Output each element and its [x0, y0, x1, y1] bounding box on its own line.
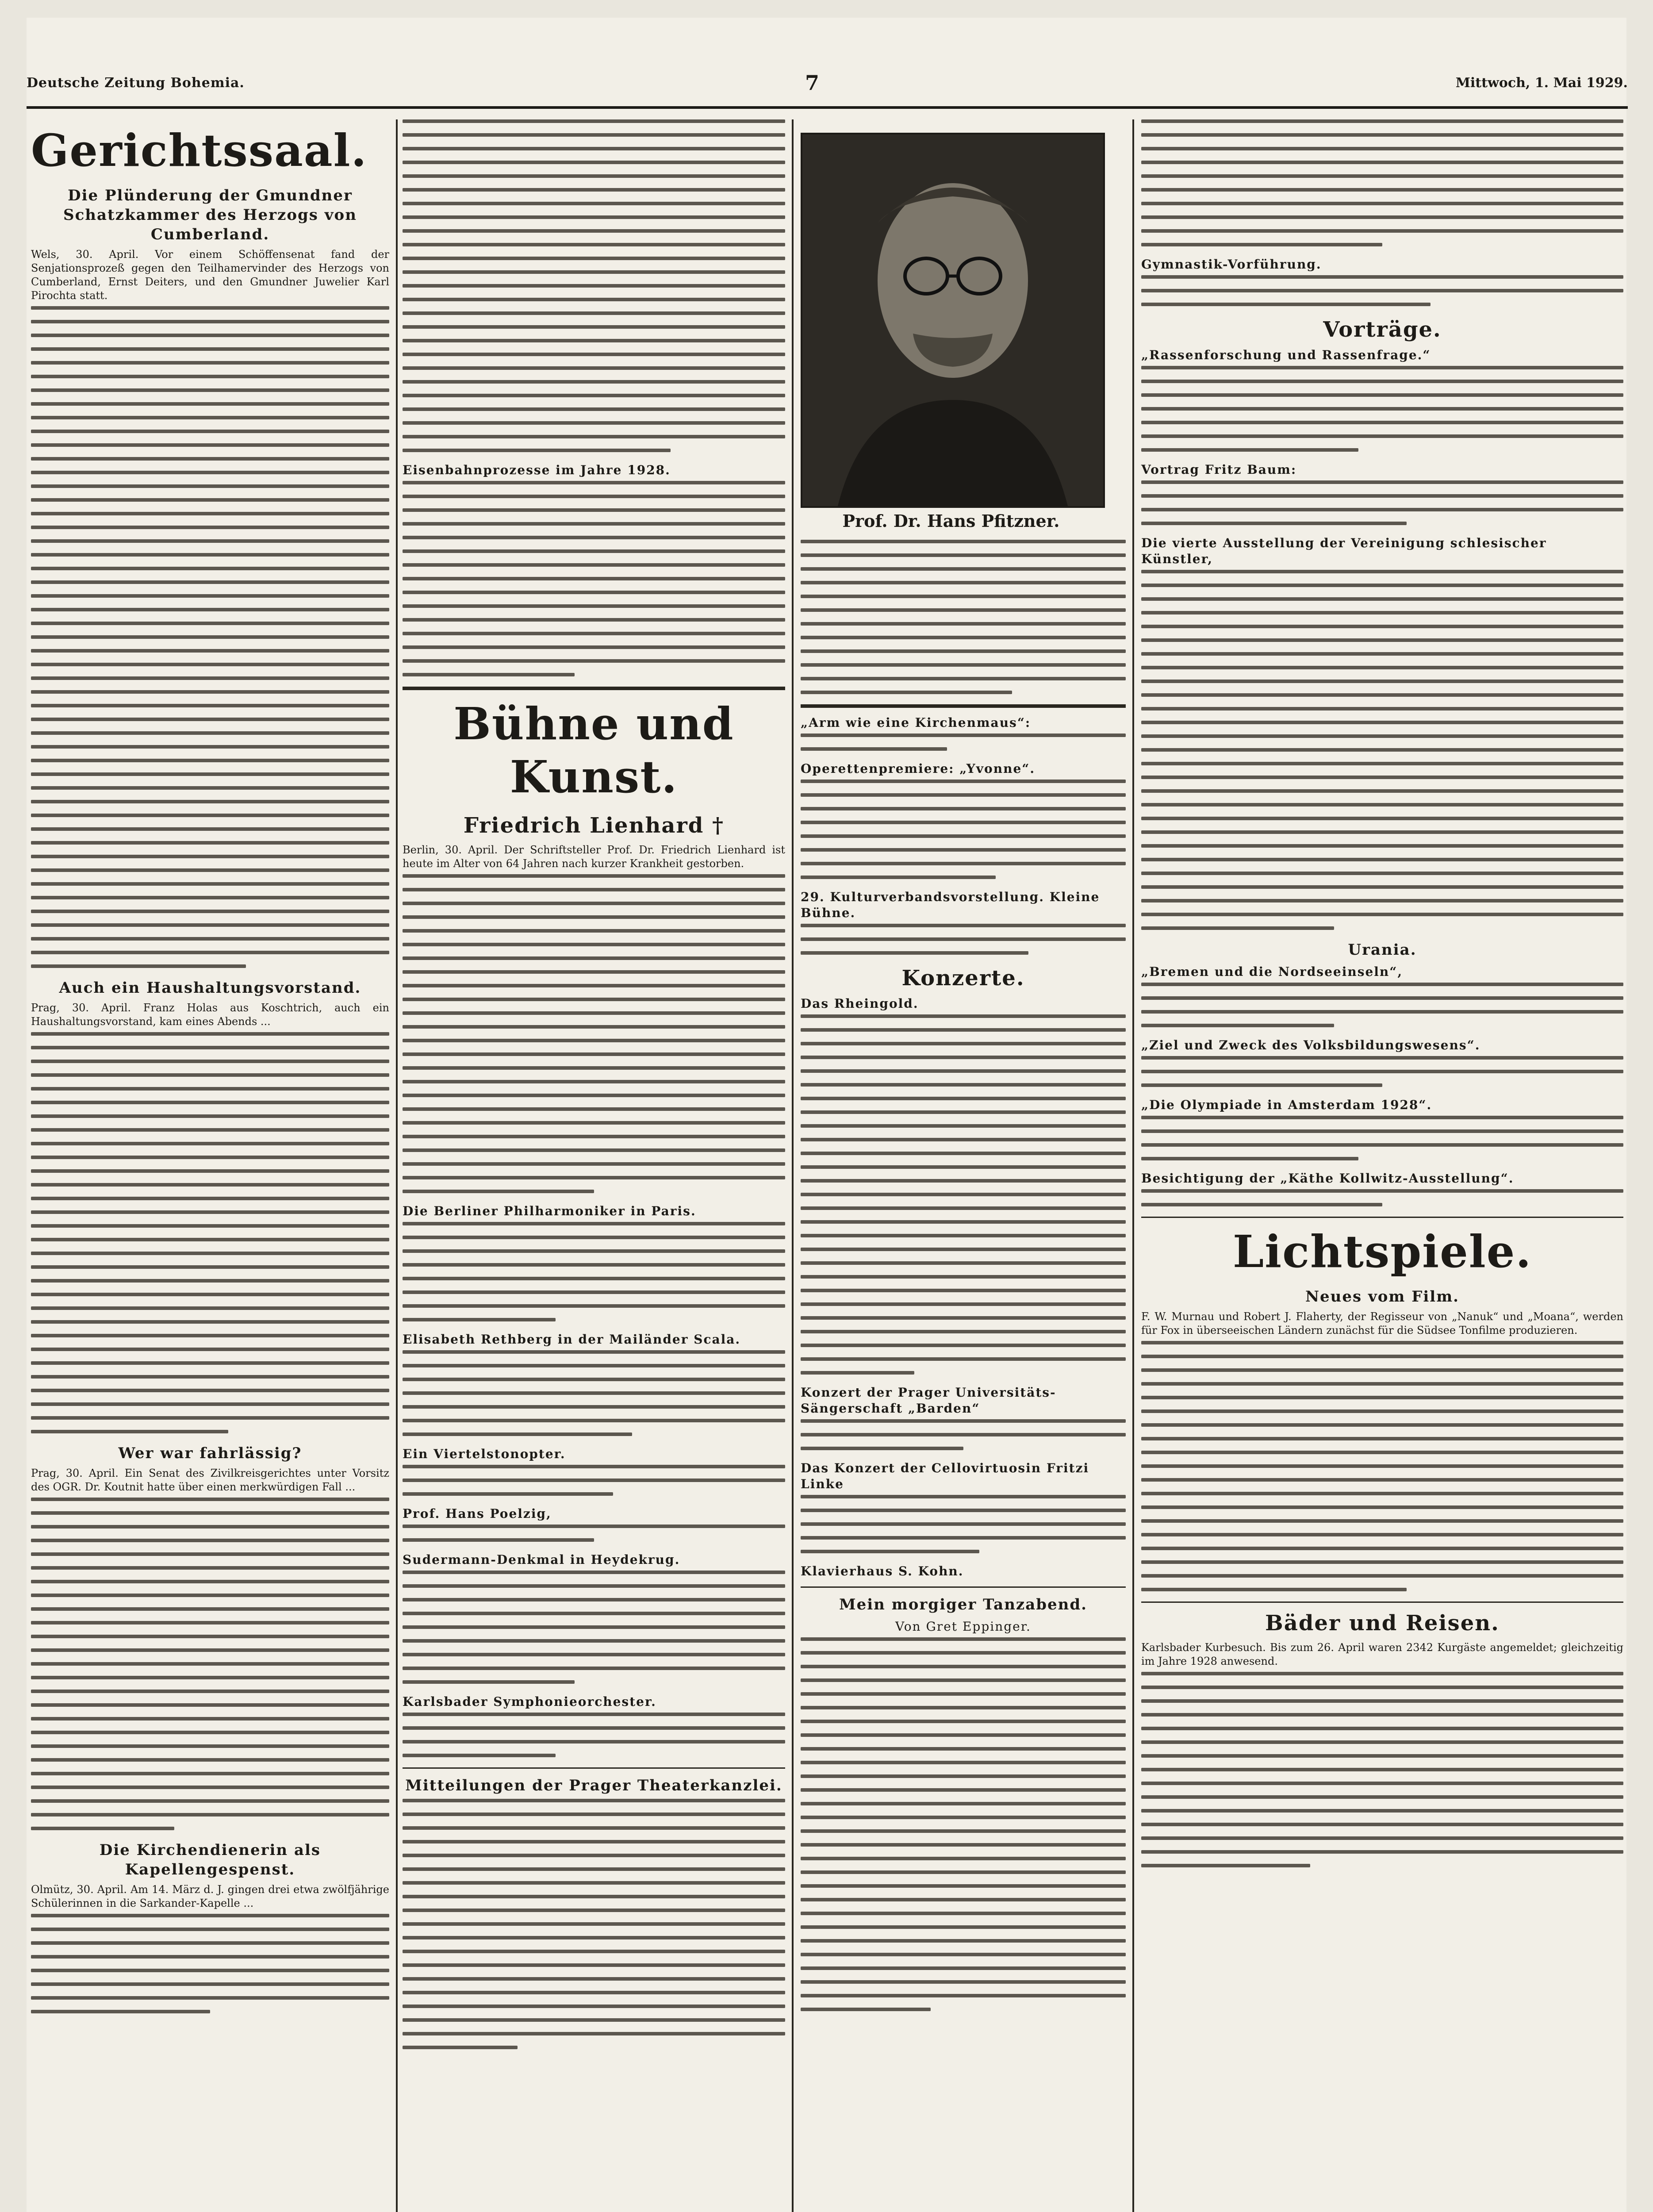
- article-body: [403, 1222, 785, 1321]
- article-headline: Klavierhaus S. Kohn.: [801, 1564, 964, 1578]
- section-title: Gerichtssaal.: [31, 124, 368, 177]
- article-body: [801, 733, 1126, 751]
- column-divider: [792, 119, 794, 2212]
- article-body: [801, 540, 1126, 694]
- article-lead: Prag, 30. April. Ein Senat des Zivilkreisgerichtes unter Vorsitz des OGR. Dr. Koutnit hatte über einen merkwürdigen Fall ...: [31, 1467, 389, 1493]
- article-lead: Wels, 30. April. Vor einem Schöffensenat fand der Senjationsprozeß gegen den Teilhamervinder des Herzogs von Cumberland, Ernst Deiters, und den Gmundner Juwelier Karl Pirochta statt.: [31, 248, 389, 302]
- article-headline: Die vierte Ausstellung der Vereinigung schlesischer Künstler,: [1141, 536, 1547, 566]
- column-3: [801, 540, 1126, 2021]
- article-body: [801, 1014, 1126, 1375]
- section-title: Konzerte.: [901, 966, 1025, 991]
- article-body: [1141, 1116, 1623, 1160]
- article-body: [31, 1914, 389, 2013]
- article-body: [403, 1465, 785, 1496]
- article-headline: Eisenbahnprozesse im Jahre 1928.: [403, 463, 671, 477]
- article-lead: Karlsbader Kurbesuch. Bis zum 26. April waren 2342 Kurgäste angemeldet; gleichzeitig im Jahre 1928 anwesend.: [1141, 1641, 1623, 1667]
- article-headline: Die Plünderung der Gmundner Schatzkammer des Herzogs von Cumberland.: [63, 187, 357, 243]
- article-headline: Wer war fahrlässig?: [118, 1444, 302, 1462]
- article-headline: Die Berliner Philharmoniker in Paris.: [403, 1204, 696, 1218]
- article-headline: Karlsbader Symphonieorchester.: [403, 1694, 656, 1709]
- article-body: [1141, 480, 1623, 525]
- masthead: [27, 66, 1628, 102]
- paper-name: Deutsche Zeitung Bohemia.: [27, 75, 245, 91]
- article-headline: Das Konzert der Cellovirtuosin Fritzi Linke: [801, 1461, 1089, 1491]
- article-headline: „Arm wie eine Kirchenmaus“:: [801, 715, 1031, 730]
- portrait-image: [802, 134, 1103, 506]
- article-headline: Sudermann-Denkmal in Heydekrug.: [403, 1552, 680, 1567]
- article-body: [1141, 570, 1623, 930]
- article-body: [1141, 983, 1623, 1027]
- section-title: Bäder und Reisen.: [1265, 1611, 1500, 1636]
- article-body: [801, 1419, 1126, 1450]
- section-title: Vorträge.: [1323, 317, 1442, 342]
- section-title: Lichtspiele.: [1232, 1225, 1532, 1278]
- column-2: [403, 119, 785, 2059]
- article-headline: Vortrag Fritz Baum:: [1141, 462, 1297, 477]
- article-body: [31, 1032, 389, 1433]
- section-title: Bühne und Kunst.: [453, 698, 734, 803]
- divider: [801, 1586, 1126, 1588]
- column-divider: [396, 119, 398, 2212]
- article-body: [1141, 1672, 1623, 1867]
- article-headline: „Ziel und Zweck des Volksbildungswesens“.: [1141, 1038, 1480, 1052]
- article-headline: Operettenpremiere: „Yvonne“.: [801, 761, 1036, 776]
- column-4: [1141, 119, 1623, 1878]
- divider: [1141, 1601, 1623, 1603]
- photo-caption: Prof. Dr. Hans Pfitzner.: [842, 511, 1060, 531]
- article-headline: Konzert der Prager Universitäts-Sängerschaft „Barden“: [801, 1385, 1056, 1416]
- article-headline: Besichtigung der „Käthe Kollwitz-Ausstellung“.: [1141, 1171, 1514, 1186]
- article-headline: 29. Kulturverbandsvorstellung. Kleine Bühne.: [801, 890, 1100, 920]
- article-body: [403, 1350, 785, 1436]
- article-body: [403, 119, 785, 452]
- article-lead: Prag, 30. April. Franz Holas aus Koschtrich, auch ein Haushaltungsvorstand, kam eines Abends ...: [31, 1002, 389, 1028]
- section-rule: [801, 704, 1126, 708]
- article-headline: Friedrich Lienhard †: [463, 813, 725, 838]
- byline: Von Gret Eppinger.: [895, 1619, 1031, 1634]
- article-body: [801, 780, 1126, 879]
- issue-date: Mittwoch, 1. Mai 1929.: [1455, 75, 1628, 91]
- masthead-rule: [27, 106, 1628, 109]
- article-body: [1141, 1189, 1623, 1206]
- portrait-photo: [801, 133, 1105, 508]
- article-headline: „Die Olympiade in Amsterdam 1928“.: [1141, 1098, 1432, 1112]
- article-body: [1141, 119, 1623, 246]
- section-title: Urania.: [1348, 941, 1417, 959]
- column-divider: [1132, 119, 1134, 2212]
- article-body: [1141, 366, 1623, 452]
- article-body: [403, 1799, 785, 2049]
- article-headline: Elisabeth Rethberg in der Mailänder Scala.: [403, 1332, 741, 1347]
- article-body: [801, 1637, 1126, 2011]
- section-rule: [403, 687, 785, 690]
- article-headline: Mitteilungen der Prager Theaterkanzlei.: [405, 1777, 782, 1794]
- article-body: [403, 874, 785, 1193]
- article-headline: Mein morgiger Tanzabend.: [839, 1596, 1088, 1613]
- article-body: [403, 1525, 785, 1542]
- article-headline: Prof. Hans Poelzig,: [403, 1506, 552, 1521]
- article-body: [31, 1498, 389, 1830]
- article-headline: „Rassenforschung und Rassenfrage.“: [1141, 348, 1431, 362]
- article-headline: Neues vom Film.: [1305, 1288, 1460, 1306]
- article-body: [1141, 275, 1623, 306]
- article-headline: Die Kirchendienerin als Kapellengespenst.: [99, 1841, 321, 1878]
- article-headline: Gymnastik-Vorführung.: [1141, 257, 1322, 272]
- divider: [403, 1767, 785, 1769]
- article-body: [1141, 1056, 1623, 1087]
- column-1: [31, 119, 389, 2024]
- article-headline: Ein Viertelstonopter.: [403, 1447, 566, 1461]
- article-body: [1141, 1341, 1623, 1591]
- divider: [1141, 1217, 1623, 1218]
- article-body: [403, 481, 785, 676]
- article-headline: Auch ein Haushaltungsvorstand.: [59, 979, 361, 997]
- article-lead: Berlin, 30. April. Der Schriftsteller Prof. Dr. Friedrich Lienhard ist heute im Alter von 64 Jahren nach kurzer Krankheit gestorben.: [403, 844, 785, 870]
- article-lead: Olmütz, 30. April. Am 14. März d. J. gingen drei etwa zwölfjährige Schülerinnen in die Sarkander-Kapelle ...: [31, 1883, 389, 1909]
- article-body: [403, 1571, 785, 1684]
- article-headline: Das Rheingold.: [801, 996, 919, 1011]
- page-number: 7: [805, 71, 820, 95]
- article-body: [801, 1495, 1126, 1553]
- article-headline: „Bremen und die Nordseeinseln“,: [1141, 964, 1403, 979]
- article-body: [31, 306, 389, 968]
- article-body: [403, 1713, 785, 1757]
- article-lead: F. W. Murnau und Robert J. Flaherty, der Regisseur von „Nanuk“ und „Moana“, werden für Fox in überseeischen Ländern zunächst für die Südsee Tonfilme produzieren.: [1141, 1310, 1623, 1336]
- article-body: [801, 924, 1126, 955]
